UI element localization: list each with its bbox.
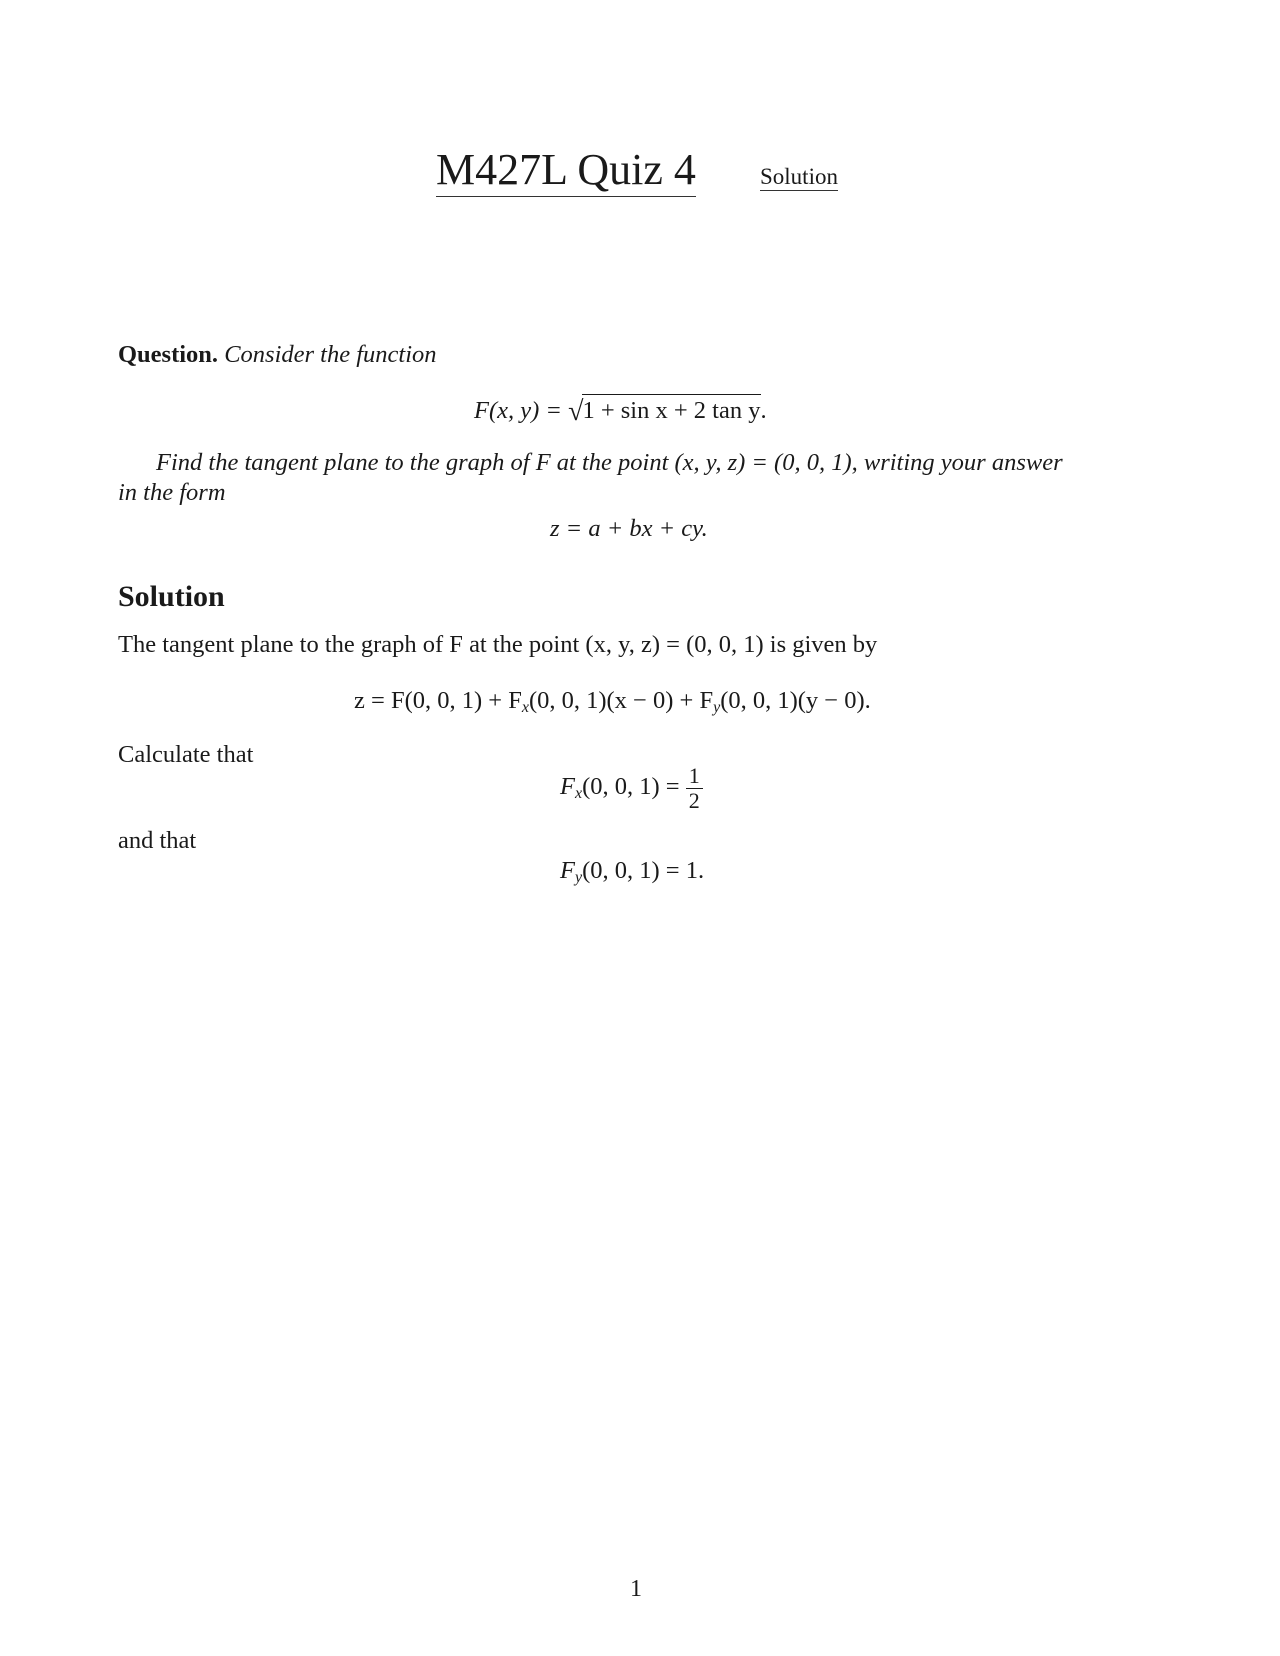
fy-sub: y: [574, 869, 583, 886]
fy-rest: (0, 0, 1) = 1.: [582, 857, 705, 884]
function-definition: [474, 394, 767, 427]
question-prompt-line2: in the form: [118, 479, 226, 506]
page-title: M427L Quiz 4: [436, 146, 696, 197]
fx-numerator: 1: [686, 764, 703, 789]
plane-eq-part2: (0, 0, 1)(x − 0) + F: [528, 687, 714, 714]
function-radicand: 1 + sin x + 2 tan y: [582, 394, 760, 426]
plane-equation: [354, 686, 871, 723]
plane-eq-part3: (0, 0, 1)(y − 0).: [720, 687, 871, 714]
sqrt-icon: √: [568, 396, 584, 427]
solution-heading: Solution: [118, 580, 225, 613]
fx-fraction: [686, 764, 703, 813]
question-label: Question.: [118, 341, 219, 368]
question-intro: [118, 340, 437, 370]
fx-denominator: 2: [688, 788, 700, 813]
fx-sub: x: [574, 785, 583, 803]
function-lhs: F(x, y) =: [474, 397, 562, 424]
question-prompt-line1: Find the tangent plane to the graph of F at the point (x, y, z) = (0, 0, 1), writing your answer: [156, 449, 1063, 476]
and-that-label: and that: [118, 827, 197, 854]
fx-rest: (0, 0, 1) =: [582, 773, 680, 801]
calculate-label: Calculate that: [118, 741, 254, 768]
plane-eq-sub-y: y: [713, 699, 721, 716]
solution-sentence: The tangent plane to the graph of F at the point (x, y, z) = (0, 0, 1) is given by: [118, 631, 878, 658]
fx-equation: [560, 764, 703, 813]
fy-equation: [560, 856, 704, 893]
square-root: [568, 394, 760, 427]
plane-eq-part1: z = F(0, 0, 1) + F: [354, 687, 522, 714]
fx-f: F: [560, 773, 575, 801]
function-end: .: [760, 397, 767, 424]
form-equation: z = a + bx + cy.: [550, 515, 708, 542]
solution-tag: Solution: [760, 164, 838, 189]
plane-eq-sub-x: x: [521, 699, 529, 716]
fy-f: F: [560, 857, 575, 884]
page-number: 1: [630, 1576, 642, 1602]
question-intro-text: Consider the function: [224, 341, 437, 368]
